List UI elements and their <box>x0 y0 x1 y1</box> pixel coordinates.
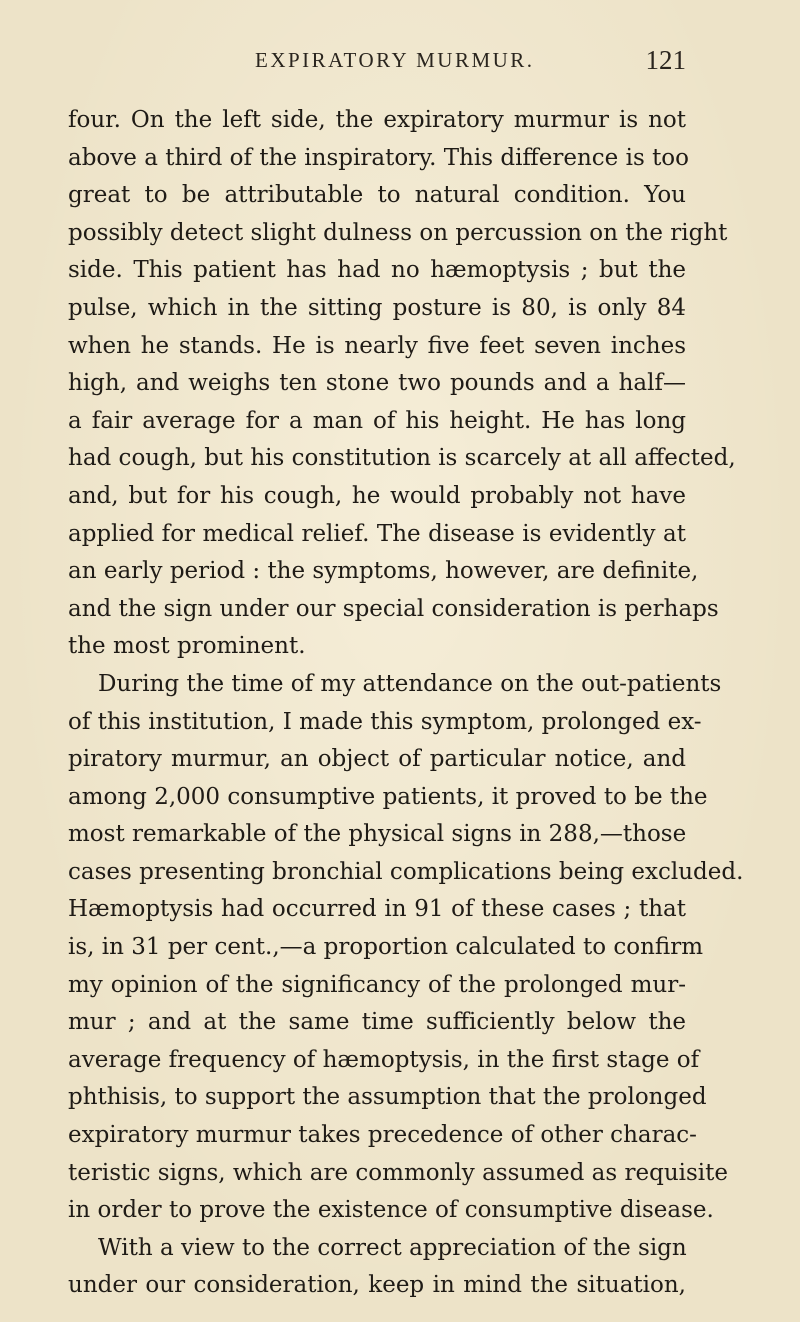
text-line: great to be attributable to natural condition. You <box>68 182 686 209</box>
text-line: high, and weighs ten stone two pounds and a half— <box>68 370 686 397</box>
text-line: a fair average for a man of his height. He has long <box>68 407 686 434</box>
page-number: 121 <box>645 45 686 75</box>
text-line: under our consideration, keep in mind the situation, <box>68 1272 686 1299</box>
text-line: most remarkable of the physical signs in 288,—those <box>68 821 687 848</box>
text-line: when he stands. He is nearly five feet seven inches <box>68 332 686 359</box>
paragraph-start-line: During the time of my attendance on the out-patients <box>98 670 722 697</box>
text-line: Hæmoptysis had occurred in 91 of these cases ; that <box>68 896 686 923</box>
running-title: EXPIRATORY MURMUR. <box>255 48 535 72</box>
page-header <box>0 44 800 76</box>
text-line: among 2,000 consumptive patients, it proved to be the <box>68 783 708 810</box>
text-line: above a third of the inspiratory. This difference is too <box>68 144 689 171</box>
text-line: four. On the left side, the expiratory murmur is not <box>68 107 686 133</box>
text-line: and the sign under our special consideration is perhaps <box>68 595 719 622</box>
text-line: cases presenting bronchial complications being excluded. <box>68 858 744 885</box>
paragraph-end-line: in order to prove the existence of consumptive disease. <box>68 1197 714 1224</box>
text-line: applied for medical relief. The disease is evidently at <box>68 520 686 547</box>
text-line: and, but for his cough, he would probably not have <box>68 482 686 509</box>
text-line: pulse, which in the sitting posture is 80, is only 84 <box>68 294 686 321</box>
text-line: is, in 31 per cent.,—a proportion calculated to confirm <box>68 934 704 961</box>
text-line: possibly detect slight dulness on percussion on the right <box>68 219 728 246</box>
body-text <box>68 102 744 1305</box>
text-line: piratory murmur, an object of particular notice, and <box>68 746 686 773</box>
text-line: of this institution, I made this symptom, prolonged ex- <box>68 708 702 735</box>
text-line: average frequency of hæmoptysis, in the first stage of <box>68 1046 700 1073</box>
text-line: an early period : the symptoms, however, are definite, <box>68 558 699 585</box>
text-line: phthisis, to support the assumption that the prolonged <box>68 1084 707 1111</box>
text-line: side. This patient has had no hæmoptysis ; but the <box>68 257 686 284</box>
text-line: mur ; and at the same time sufficiently below the <box>68 1009 686 1036</box>
text-line: expiratory murmur takes precedence of other charac- <box>68 1122 697 1149</box>
text-line: teristic signs, which are commonly assumed as requisite <box>68 1159 729 1186</box>
paragraph-end-line: the most prominent. <box>68 633 306 660</box>
paragraph-start-line: With a view to the correct appreciation of the sign <box>98 1234 687 1261</box>
text-line: had cough, but his constitution is scarcely at all affected, <box>68 445 736 472</box>
text-line: my opinion of the significancy of the prolonged mur- <box>68 971 686 998</box>
